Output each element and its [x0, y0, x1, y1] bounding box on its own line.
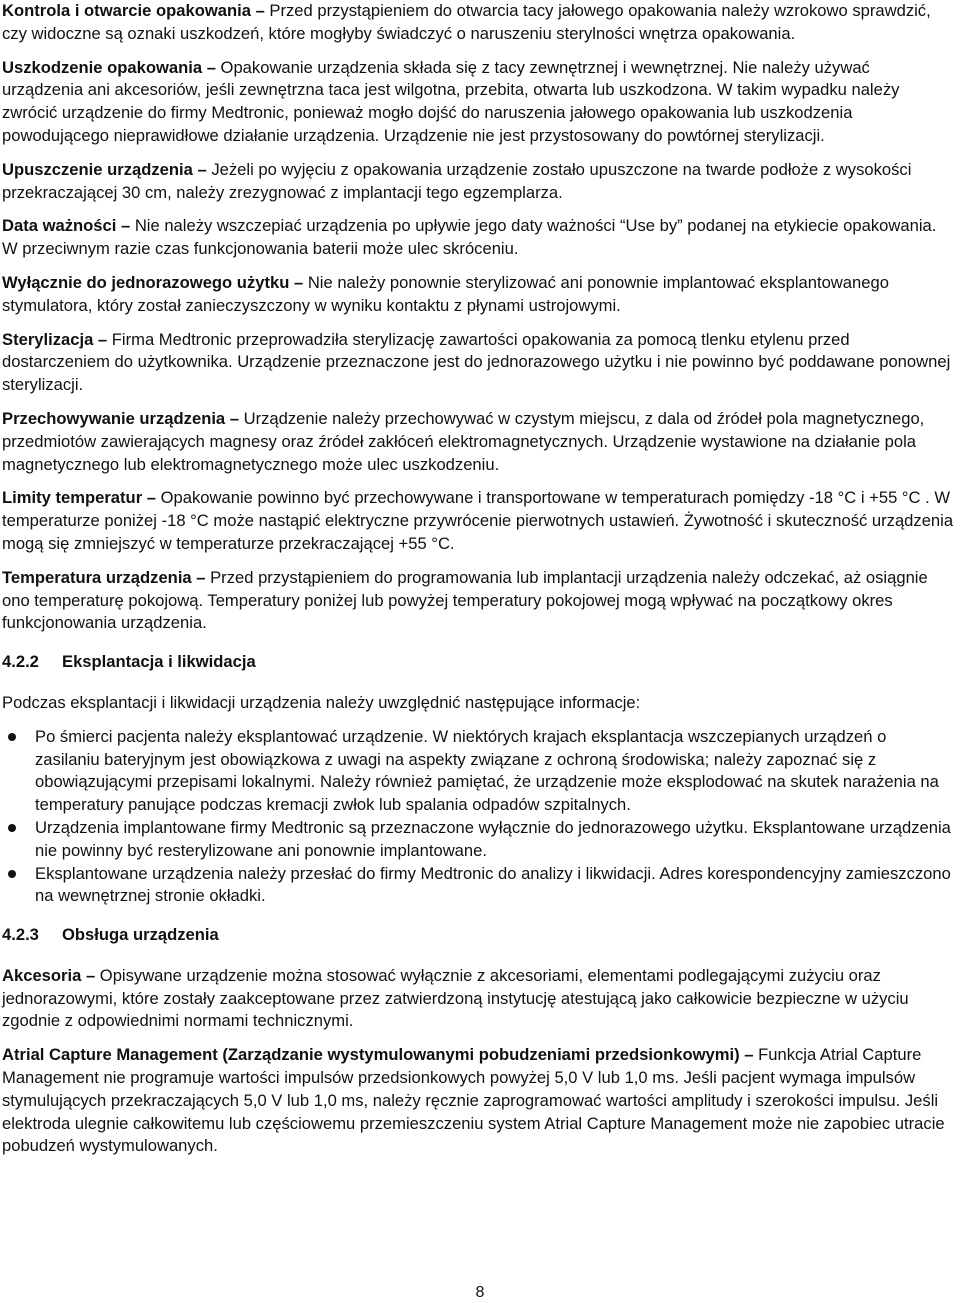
section-heading-explant: [2, 651, 954, 674]
list-item: [2, 863, 954, 909]
paragraph-lead: Akcesoria –: [2, 965, 96, 985]
paragraph-text: Nie należy wszczepiać urządzenia po upływie jego daty ważności “Use by” podanej na etykiecie opakowania. W przeciwnym razie czas funkcjonowania baterii może ulec skróceniu.: [2, 216, 937, 259]
paragraph-lead: Kontrola i otwarcie opakowania –: [2, 1, 265, 20]
paragraph-lead: Przechowywanie urządzenia –: [2, 408, 240, 428]
paragraph-accessories: [2, 965, 954, 1033]
list-item: [2, 726, 954, 817]
paragraph-text: Przed przystąpieniem do otwarcia tacy jałowego opakowania należy wzrokowo sprawdzić, czy widoczne są oznaki uszkodzeń, które mogłyby świadczyć o naruszeniu sterylności wnętrza opakowania.: [2, 1, 931, 43]
paragraph-storage: [2, 408, 954, 476]
bullet-icon: [8, 733, 16, 741]
paragraph-text: Funkcja Atrial Capture Management nie programuje wartości impulsów przedsionkowych powyżej 5,0 V lub 1,0 ms. Jeśli pacjent wymaga impulsów stymulujących przekraczających 5,0 V lub 1,0 ms, należy ręcznie zaprogramować wartości amplitudy i szerokości impulsu. Jeśli elektroda ulegnie całkowitemu lub częściowemu przemieszczeniu system Atrial Capture Management może nie zapobiec utracie pobudzeń wystymulowanych.: [2, 1045, 945, 1156]
paragraph-lead: Atrial Capture Management (Zarządzanie wystymulowanymi pobudzeniami przedsionkowymi) –: [2, 1045, 754, 1065]
paragraph-single-use: [2, 272, 954, 318]
paragraph-text: Opisywane urządzenie można stosować wyłącznie z akcesoriami, elementami podlegającymi zużyciu oraz jednorazowymi, które zostały zaakceptowane przez zatwierdzoną instytucję atestującą jako całkowicie bezpieczne w użyciu zgodnie z odpowiednimi normami technicznymi.: [2, 965, 909, 1031]
paragraph-text: Nie należy ponownie sterylizować ani ponownie implantować eksplantowanego stymulatora, który został zanieczyszczony w wyniku kontaktu z płynami ustrojowymi.: [2, 272, 889, 315]
list-item-text: Po śmierci pacjenta należy eksplantować urządzenie. W niektórych krajach eksplantacja wszczepianych urządzeń o zasilaniu bateryjnym jest obowiązkowa z uwagi na aspekty związane z ochroną środowiska; należy zapoznać się z obowiązującymi przepisami lokalnymi. Należy również pamiętać, że urządzenie może eksplodować na skutek narażenia na temperatury panujące podczas kremacji zwłok lub spalania odpadów szpitalnych.: [35, 726, 939, 815]
section-number: 4.2.3: [2, 925, 39, 945]
section-title: Obsługa urządzenia: [62, 925, 219, 945]
paragraph-lead: Temperatura urządzenia –: [2, 567, 206, 587]
section-intro: Podczas eksplantacji i likwidacji urządzenia należy uwzględnić następujące informacje:: [2, 692, 641, 712]
paragraph-text: Opakowanie powinno być przechowywane i transportowane w temperaturach pomiędzy -18 °C i +55 °C . W temperaturze poniżej -18 °C może nastąpić elektryczne przywrócenie pierwotnych ustawień. Żywotność i skuteczność urządzenia mogą się zmniejszyć w temperaturze przekraczającej +55 °C.: [2, 488, 954, 553]
section-heading-handling: [2, 924, 954, 947]
paragraph-text: Przed przystąpieniem do programowania lub implantacji urządzenia należy odczekać, aż osiągnie ono temperaturę pokojową. Temperatury poniżej lub powyżej temperatury pokojowej mogą wpływać na początkowy okres funkcjonowania urządzenia.: [2, 567, 928, 633]
paragraph-atrial-capture: [2, 1044, 954, 1158]
paragraph-text: Urządzenie należy przechowywać w czystym miejscu, z dala od źródeł pola magnetycznego, przedmiotów zawierających magnesy oraz źródeł zakłóceń elektromagnetycznych. Urządzenie wystawione na działanie pola magnetycznego lub elektromagnetycznego może ulec uszkodzeniu.: [2, 408, 925, 474]
page-number: 8: [475, 1284, 485, 1301]
bullet-icon: [8, 824, 16, 832]
paragraph-lead: Data ważności –: [2, 216, 131, 236]
paragraph-sterilization: [2, 329, 954, 397]
paragraph-device-dropped: [2, 159, 954, 205]
bullet-icon: [8, 870, 16, 878]
paragraph-text: Opakowanie urządzenia składa się z tacy zewnętrznej i wewnętrznej. Nie należy używać urządzenia ani akcesoriów, jeśli zewnętrzna taca jest wilgotna, przebita, otwarta lub uszkodzona. W takim wypadku należy zwrócić urządzenie do firmy Medtronic, ponieważ mogło dojść do naruszenia jałowego opakowania lub uszkodzenia powodującego nieprawidłowe działanie urządzenia. Urządzenie nie jest przystosowany do powtórnej sterylizacji.: [2, 57, 900, 145]
paragraph-lead: Uszkodzenie opakowania –: [2, 57, 216, 77]
paragraph-package-inspection: [2, 0, 954, 46]
paragraph-device-temperature: [2, 567, 954, 635]
section-number: 4.2.2: [2, 652, 39, 672]
paragraph-lead: Limity temperatur –: [2, 488, 156, 508]
paragraph-temperature-limits: [2, 487, 954, 555]
paragraph-lead: Upuszczenie urządzenia –: [2, 159, 207, 179]
paragraph-text: Firma Medtronic przeprowadziła sterylizację zawartości opakowania za pomocą tlenku etylenu przed dostarczeniem do użytkownika. Urządzenie przeznaczone jest do jednorazowego użytku i nie powinno być poddawane ponownej sterylizacji.: [2, 329, 951, 395]
list-item-text: Eksplantowane urządzenia należy przesłać do firmy Medtronic do analizy i likwidacji. Adres korespondencyjny zamieszczono na wewnętrznej stronie okładki.: [35, 863, 951, 906]
section-title: Eksplantacja i likwidacja: [62, 652, 256, 672]
paragraph-lead: Sterylizacja –: [2, 329, 108, 349]
paragraph-expiration-date: [2, 215, 954, 261]
paragraph-lead: Wyłącznie do jednorazowego użytku –: [2, 272, 304, 292]
paragraph-package-damage: [2, 57, 954, 148]
bullet-list: [2, 726, 954, 908]
paragraph-text: Jeżeli po wyjęciu z opakowania urządzenie zostało upuszczone na twarde podłoże z wysokości przekraczającej 30 cm, należy zrezygnować z implantacji tego egzemplarza.: [2, 159, 912, 202]
list-item: [2, 817, 954, 863]
list-item-text: Urządzenia implantowane firmy Medtronic są przeznaczone wyłącznie do jednorazowego użytku. Eksplantowane urządzenia nie powinny być resterylizowane ani ponownie implantowane.: [35, 817, 951, 860]
